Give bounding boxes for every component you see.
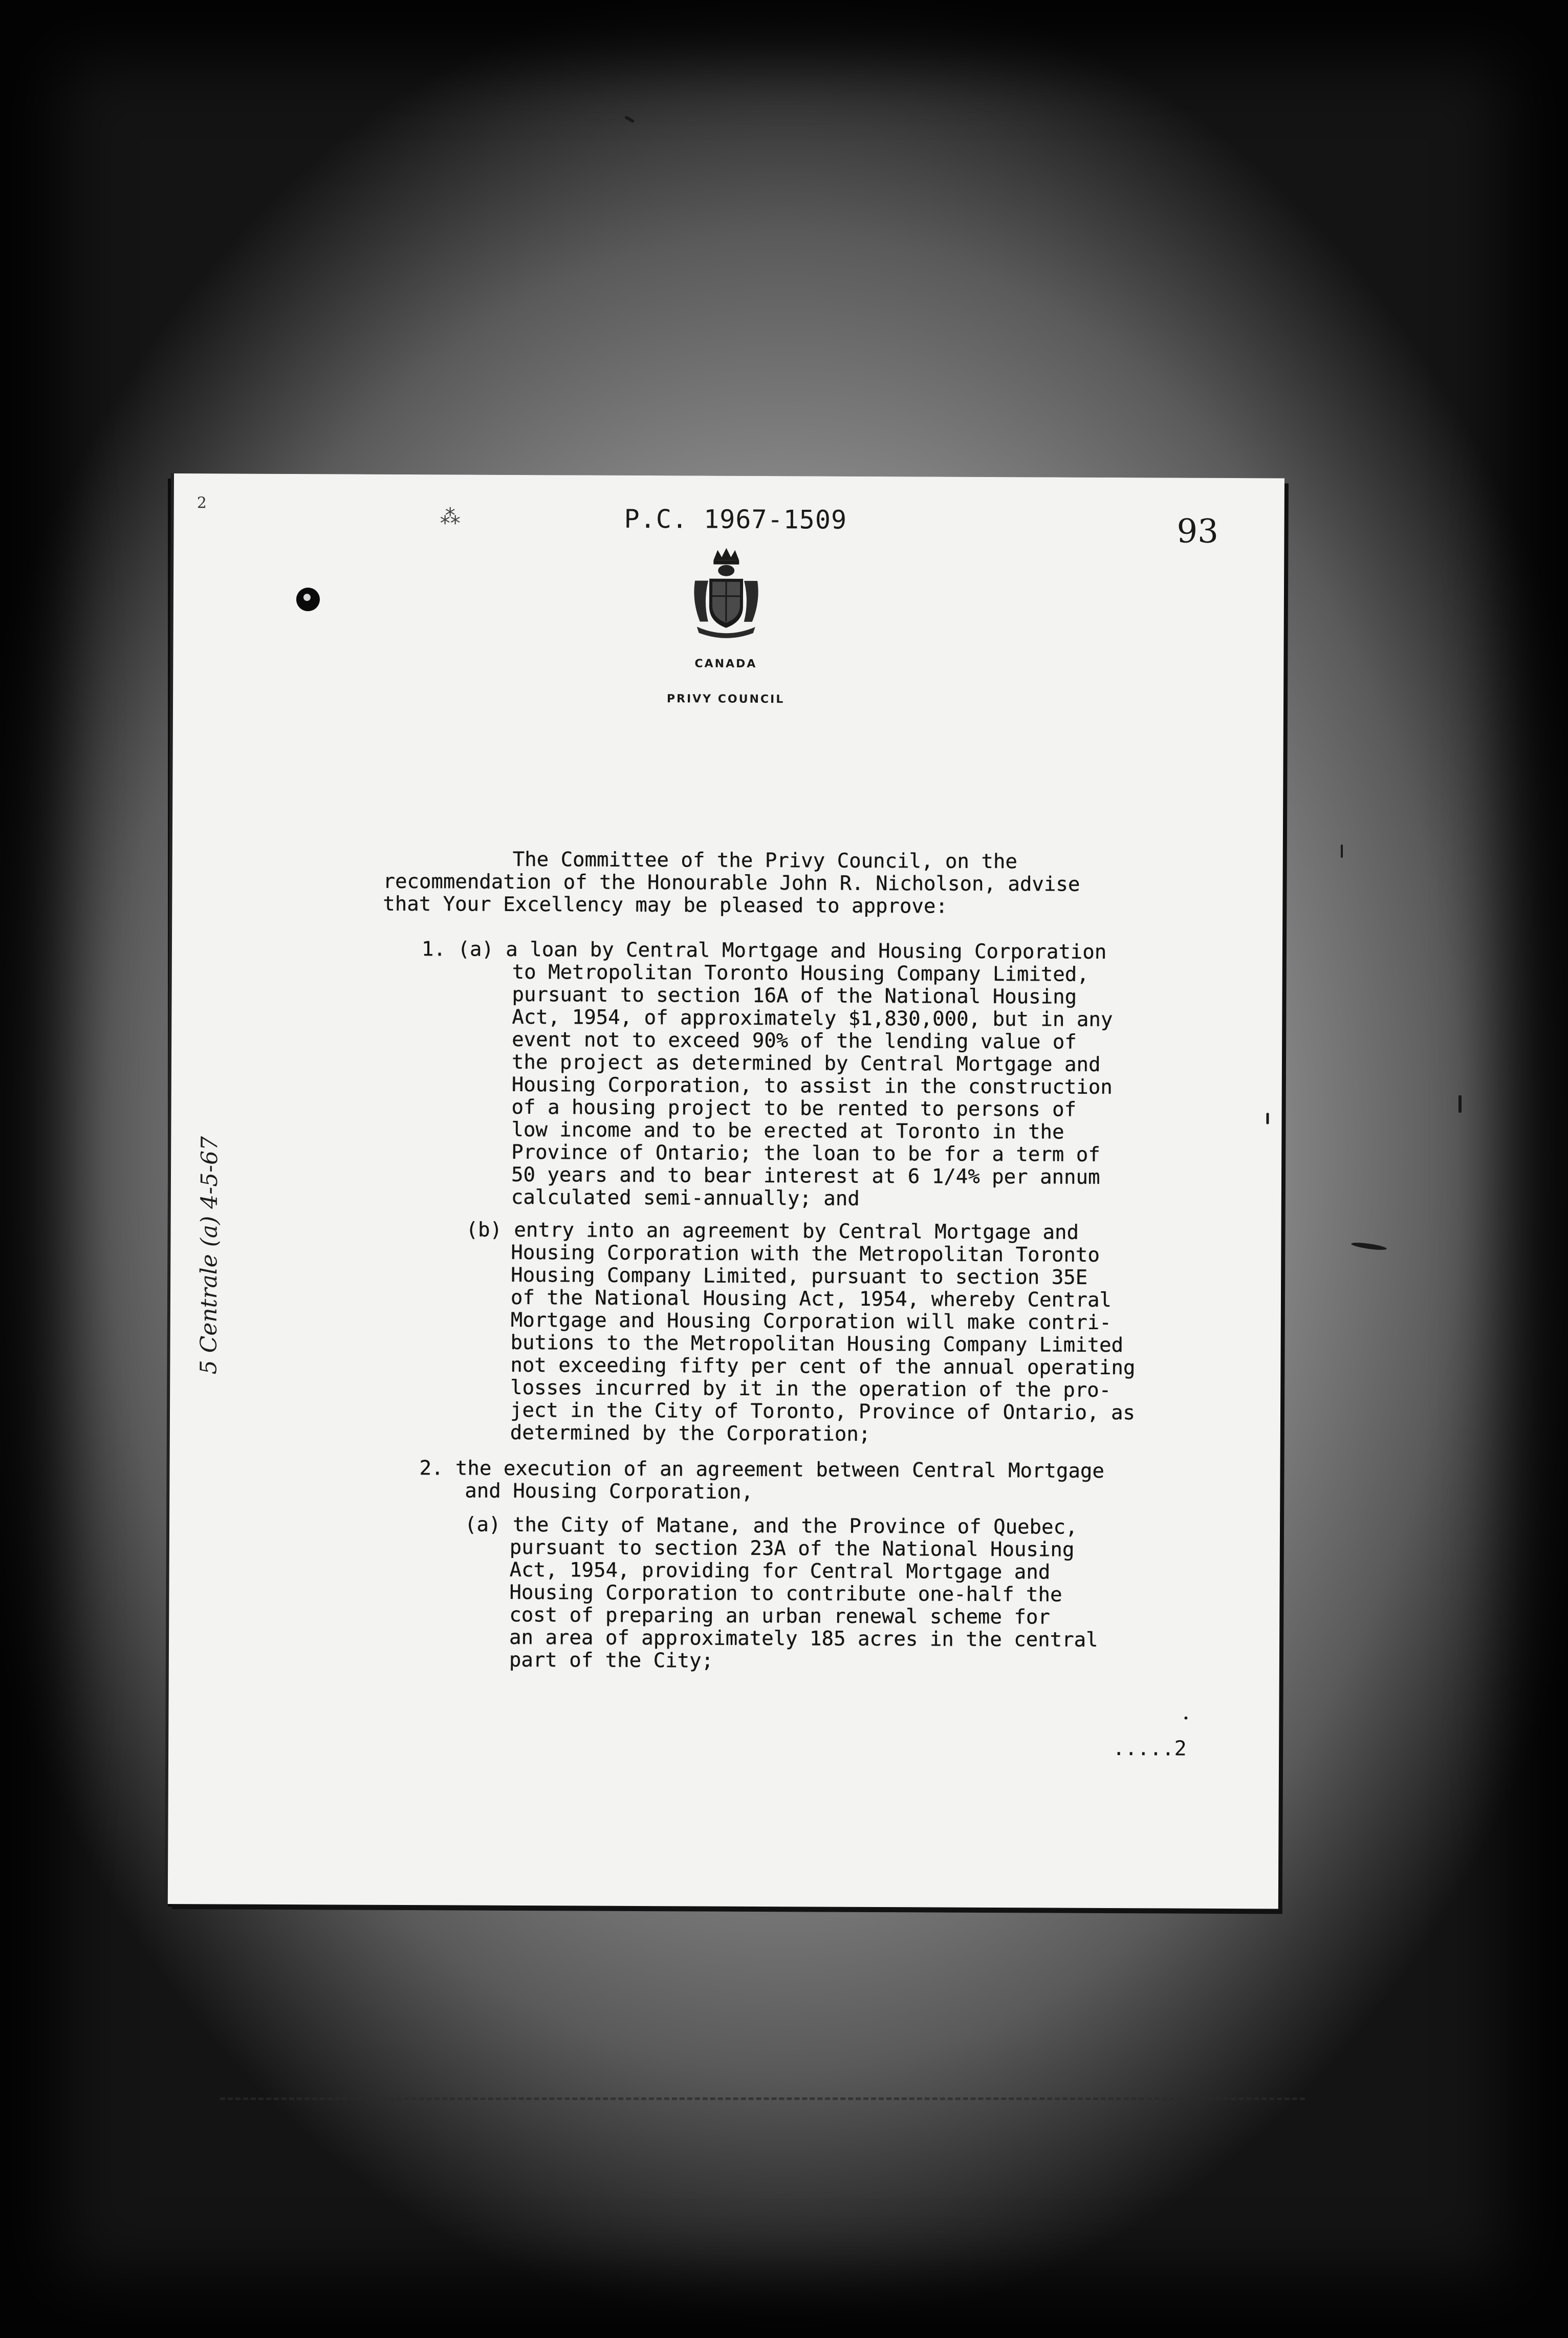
body-line: cost of preparing an urban renewal scheme for — [509, 1603, 1050, 1629]
body-line: Mortgage and Housing Corporation will make contri- — [510, 1308, 1112, 1335]
punch-hole-icon — [296, 588, 320, 611]
film-edge-rule — [220, 2097, 1305, 2100]
body-line: pursuant to section 23A of the National Housing — [509, 1535, 1075, 1562]
scan-speck — [1341, 845, 1343, 858]
body-line: recommendation of the Honourable John R. Nicholson, advise — [383, 870, 1080, 896]
body-line: 50 years and to bear interest at 6 1/4% per annum — [511, 1163, 1100, 1189]
body-line: (a) the City of Matane, and the Province of Quebec, — [464, 1513, 1078, 1539]
body-line: and Housing Corporation, — [465, 1479, 753, 1504]
body-line: losses incurred by it in the operation of the pro- — [510, 1376, 1112, 1402]
body-line: 1. (a) a loan by Central Mortgage and Housing Corporation — [421, 938, 1107, 964]
body-line: pursuant to section 16A of the National Housing — [512, 983, 1077, 1009]
body-line: Housing Corporation, to assist in the construction — [511, 1073, 1113, 1099]
body-line: Act, 1954, of approximately $1,830,000, but in any — [512, 1005, 1113, 1032]
body-line: determined by the Corporation; — [510, 1421, 871, 1446]
body-line: ject in the City of Toronto, Province of Ontario, as — [510, 1398, 1136, 1425]
body-line: butions to the Metropolitan Housing Company Limited — [510, 1331, 1124, 1357]
letterhead-department: PRIVY COUNCIL — [666, 692, 785, 706]
body-line: (b) entry into an agreement by Central Mortgage and — [466, 1218, 1079, 1244]
scan-speck — [1266, 1113, 1269, 1124]
royal-coat-of-arms-icon — [688, 545, 765, 642]
order-number: P.C. 1967-1509 — [624, 504, 847, 535]
body-line: an area of approximately 185 acres in the central — [509, 1626, 1098, 1652]
body-line: not exceeding fifty per cent of the annual operating — [510, 1353, 1136, 1380]
handwritten-margin-note: 5 Centrale (a) 4-5-67 — [195, 1136, 223, 1375]
scan-speck — [1184, 1717, 1187, 1720]
body-line: Housing Corporation to contribute one-half the — [509, 1581, 1062, 1607]
body-line: 2. the execution of an agreement between Central Mortgage — [419, 1457, 1104, 1483]
body-line: of the National Housing Act, 1954, whereby Central — [510, 1286, 1112, 1312]
corner-mark: 2 — [197, 494, 207, 512]
body-line: Act, 1954, providing for Central Mortgage and — [509, 1558, 1051, 1584]
body-line: that Your Excellency may be pleased to approve: — [383, 892, 948, 918]
body-line: The Committee of the Privy Council, on the — [512, 848, 1017, 874]
pencil-mark-icon: ⁂ — [440, 505, 461, 529]
body-line: event not to exceed 90% of the lending value of — [512, 1028, 1077, 1054]
letterhead-country: CANADA — [694, 657, 757, 670]
document-page — [168, 473, 1284, 1909]
body-line: low income and to be erected at Toronto in the — [511, 1118, 1064, 1144]
page-number: 93 — [1177, 512, 1219, 551]
body-line: Housing Corporation with the Metropolitan Toronto — [511, 1241, 1100, 1267]
body-line: Housing Company Limited, pursuant to section 35E — [511, 1263, 1088, 1289]
body-line: calculated semi-annually; and — [511, 1185, 860, 1210]
body-line: of a housing project to be rented to persons of — [511, 1095, 1077, 1121]
body-line: to Metropolitan Toronto Housing Company Limited, — [512, 960, 1089, 986]
body-line: Province of Ontario; the loan to be for a term of — [511, 1140, 1100, 1166]
body-line: the project as determined by Central Mortgage and — [511, 1050, 1101, 1076]
body-line: part of the City; — [509, 1648, 714, 1673]
continuation-marker: .....2 — [1113, 1737, 1187, 1761]
scan-speck — [1458, 1095, 1462, 1113]
